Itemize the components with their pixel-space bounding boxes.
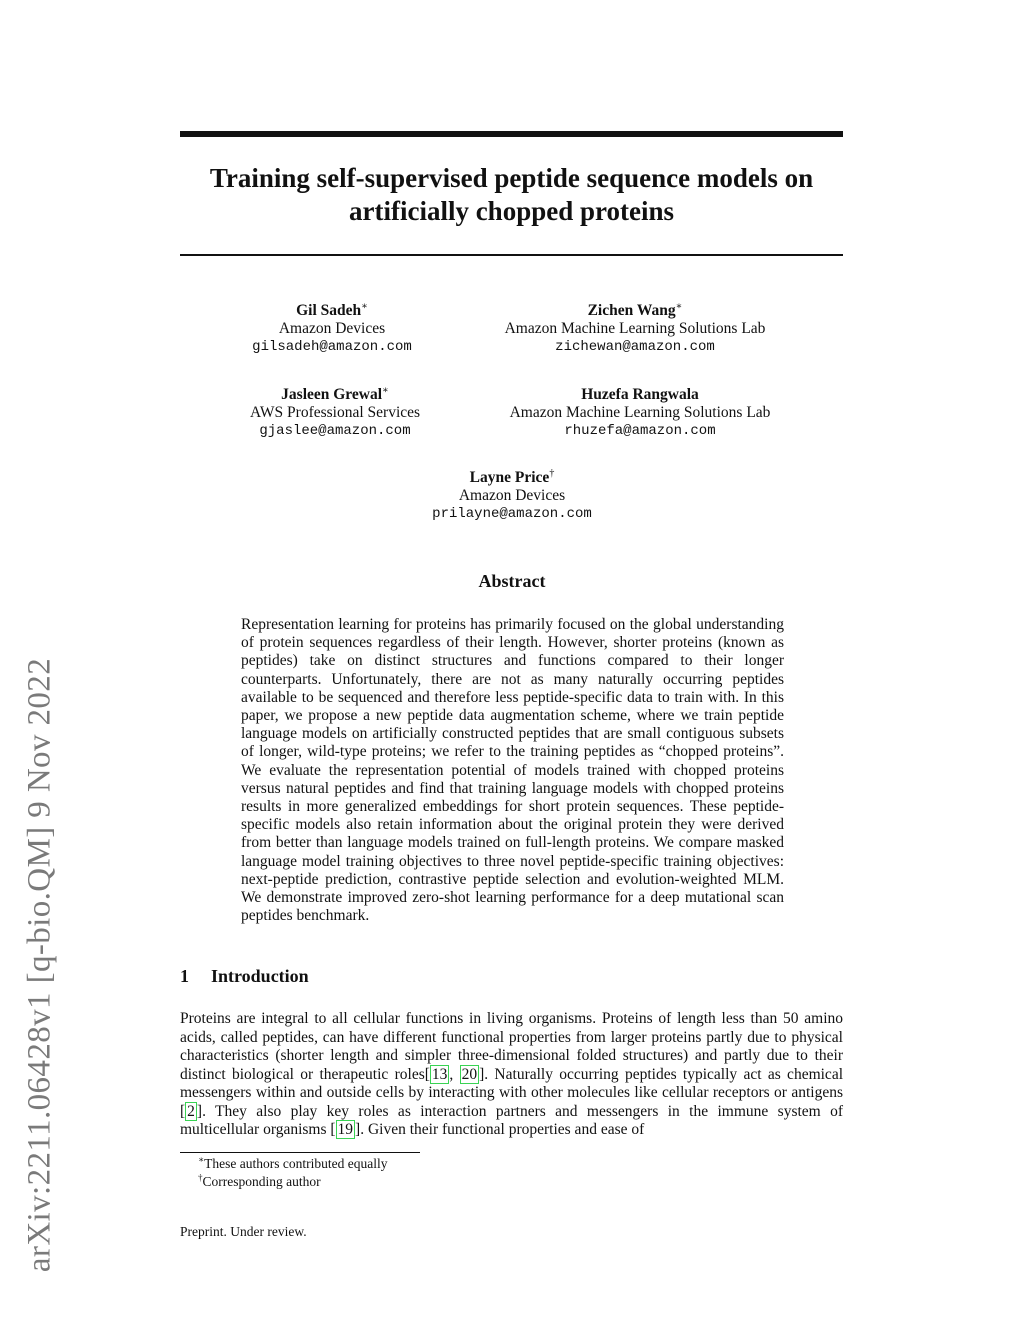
citation-link[interactable]: 13 <box>431 1065 448 1083</box>
abstract-body: Representation learning for proteins has primarily focused on the global understanding of protein sequences regardless of their length. However, shorter proteins (known as peptides) take on distinct structures and functions compared to their longer counterparts. Unfortunately, there are not as many naturally occurring peptides available to be sequenced and therefore less peptide-specific data to train with. In this paper, we propose a new peptide data augmentation scheme, where we train peptide language models on artificially constructed peptides that are small contiguous subsets of longer, wild-type proteins; we refer to the training peptides as “chopped proteins”. We evaluate the representation potential of models trained with chopped proteins versus natural peptides and find that training language models with chopped proteins results in more generalized embeddings for short protein sequences. These peptide-specific models also retain information about the original protein they were derived from better than language models trained on full-length proteins. We compare masked language model training objectives to three novel peptide-specific training objectives: next-peptide prediction, contrastive peptide selection and evolution-weighted MLM. We demonstrate improved zero-shot learning performance for a deep mutational scan peptides benchmark. <box>241 616 784 925</box>
footnote <box>198 1174 321 1190</box>
footnote <box>198 1156 387 1172</box>
author-email[interactable]: zichewan@amazon.com <box>555 339 715 355</box>
intro-text: , <box>449 1065 460 1083</box>
author-name: Huzefa Rangwala <box>581 386 699 403</box>
title-rule-bottom <box>180 254 843 256</box>
author-affiliation: Amazon Devices <box>458 487 566 504</box>
author-email[interactable]: gjaslee@amazon.com <box>259 423 411 439</box>
footnote-mark: † <box>198 1172 203 1183</box>
author-mark: † <box>549 467 555 479</box>
citation-link[interactable]: 20 <box>461 1065 478 1083</box>
author-mark: ∗ <box>361 300 368 312</box>
author-email[interactable]: rhuzefa@amazon.com <box>564 423 716 439</box>
citation-link[interactable]: 2 <box>187 1102 195 1120</box>
author-affiliation: Amazon Devices <box>278 320 386 337</box>
footnote-text: Corresponding author <box>202 1174 321 1189</box>
arxiv-sidebar <box>10 325 70 1273</box>
author-email[interactable]: gilsadeh@amazon.com <box>252 339 412 355</box>
author-name: Jasleen Grewal <box>281 386 383 403</box>
footnote-rule <box>180 1152 420 1153</box>
introduction-body <box>180 1010 843 1140</box>
citation-link[interactable]: 19 <box>337 1121 354 1138</box>
intro-text: Proteins are integral to all cellular functions in living organisms. Proteins of length less than 50 amino acids, called peptides, can have different functional properties from larger proteins partly due to physical characteristics (shorter length and simpler three-dimensional folded structures) and partly due to their distinct biological or therapeutic roles[ <box>180 1010 843 1083</box>
intro-text: ]. Naturally occurring peptides typically act as chemical messengers within and outside cells by interacting with other molecules like cellular receptors or antigens [ <box>180 1065 843 1120</box>
author-affiliation: Amazon Machine Learning Solutions Lab <box>504 320 766 337</box>
author-name: Gil Sadeh <box>296 302 362 319</box>
title-rule-top <box>180 131 843 137</box>
arxiv-identifier[interactable]: arXiv:2211.06428v1 [q-bio.QM] 9 Nov 2022 <box>21 657 58 1273</box>
footnote-mark: ∗ <box>198 1154 205 1165</box>
intro-text: ]. They also play key roles as interaction partners and messengers in the immune system of multicellular organisms [ <box>180 1102 843 1138</box>
paper-title: Training self-supervised peptide sequence models on artificially chopped proteins <box>209 163 814 226</box>
author-name: Zichen Wang <box>587 302 676 319</box>
author-email[interactable]: prilayne@amazon.com <box>432 506 592 522</box>
author-block <box>212 302 452 356</box>
footnote-text: These authors contributed equally <box>204 1156 388 1171</box>
intro-text: ]. Given their functional properties and ease of <box>355 1121 645 1138</box>
author-mark: ∗ <box>382 384 389 396</box>
author-block <box>392 469 632 523</box>
author-block <box>480 302 790 356</box>
author-name: Layne Price <box>469 469 550 486</box>
author-affiliation: AWS Professional Services <box>249 404 421 421</box>
author-affiliation: Amazon Machine Learning Solutions Lab <box>509 404 771 421</box>
section-number: 1 <box>180 966 189 986</box>
section-title: Introduction <box>211 966 309 986</box>
abstract-heading: Abstract <box>478 571 546 591</box>
author-block <box>480 386 800 440</box>
section-heading-introduction <box>180 966 309 987</box>
author-mark: ∗ <box>675 300 683 312</box>
author-block <box>212 386 458 440</box>
preprint-notice: Preprint. Under review. <box>180 1224 307 1239</box>
